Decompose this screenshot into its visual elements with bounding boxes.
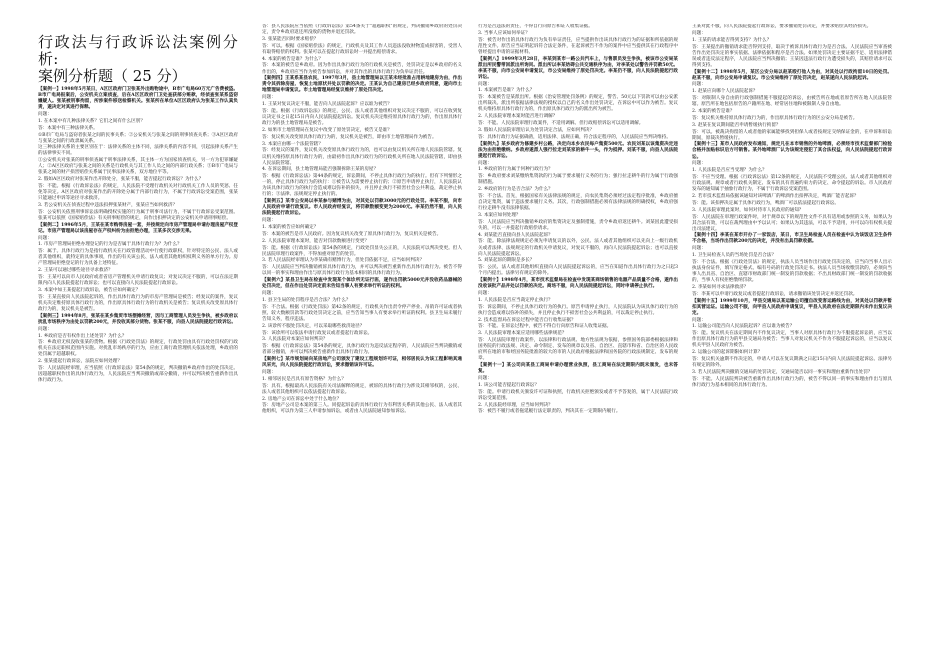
question-paragraph: 1. 人民法院是否应当受理？为什么？ xyxy=(692,168,767,174)
question-paragraph: 1. 相邻居民是否具有原告资格？为什么？ xyxy=(262,376,346,382)
answer-paragraph: 答：不合法。根据《行政处罚法》第42条的规定，行政机关作出责令停产停业、吊销许可证或者执照、较大数额罚款等行政处罚决定之前，应当告知当事人有要求举行听证的权利。县卫生局未履行告知义务，程序违法。 xyxy=(262,304,462,322)
question-paragraph: 2. 人民法院审理本案时能否进行调解？ xyxy=(478,114,558,120)
question-paragraph: 3. 本案应由哪一个法院管辖？ xyxy=(262,141,323,147)
answer-paragraph: 答：房地产公司是本案的第三人。同提起诉讼的具体行政行为有利害关系的其他公民、法人或者其他组织，可以作为第三人申请参加诉讼，或者由人民法院通知参加诉讼。 xyxy=(262,403,462,415)
answer-paragraph: 答：能。根据《行政诉讼法》的规定，公民、法人或者其他组织对复议决定不服的，可以在收到复议决定书之日起15日内向人民法院提起诉讼。复议机关决定维持原具体行政行为的，作出原具体行政行为的县土地管理局是被告。 xyxy=(262,108,462,127)
question-paragraph: 3. 赵某在复议期间能否申请暂缓执行拘留？ xyxy=(692,122,781,128)
answer-paragraph: 答：王某直接向人民法院起诉的，作出具体行政行为的市房产管理局是被告；经复议的案件，复议机关决定维持原具体行政行为的，作出原具体行政行为的行政机关是被告；复议机关改变原具体行政行为的，复议机关是被告。 xyxy=(38,294,238,312)
question-paragraph: 1. 县卫生局的处罚程序是否合法？为什么？ xyxy=(262,297,351,303)
answer-paragraph: 答：被告不履行或者拖延履行法定职责的，判决其在一定期限内履行。 xyxy=(478,409,621,415)
case-heading: 【案例七】某市规划局向某房地产公司颁发了建设工程规划许可证，相邻居民认为该工程影响其通风采光，向人民法院提起行政诉讼，要求撤销该许可证。 xyxy=(262,357,462,369)
answer-paragraph: 答：公安机关依照刑事诉讼法明确授权实施的行为属于刑事司法行为，不属于行政诉讼受案范围。张某可以依照《国家赔偿法》有关刑事赔偿的规定，向作出扣押决定的公安机关申请刑事赔偿。 xyxy=(38,209,238,221)
answer-paragraph: 答：人民法院审理行政案件，以法律和行政法规、地方性法规为依据，参照国务院部委根据法律和国务院的行政法规、决定、命令制定、发布的规章以及省、自治区、直辖市和省、自治区的人民政府所在地的市和经国务院批准的较大的市的人民政府根据法律和国务院的行政法规制定、发布的规章。 xyxy=(478,338,678,362)
answer-paragraph: 答：经复议的案件，复议机关改变原具体行政行为的，也可以由复议机关所在地人民法院管辖。复议机关维持原具体行政行为的，由最初作出具体行政行为的行政机关所在地人民法院管辖，即由县人民法院管辖。 xyxy=(262,148,462,166)
answer-paragraph: 答：可以。根据《国家赔偿法》的规定，行政机关及其工作人员违法没收财物造成损害的，受害人有取得赔偿的权利。张某可以在提起行政诉讼时一并提出赔偿请求。 xyxy=(262,43,462,55)
answer-paragraph: 答：对限制人身自由的行政强制措施不服提起的诉讼，由被告所在地或者原告所在地人民法院管辖。原告所在地包括原告的户籍所在地、经常居住地和被限制人身自由地。 xyxy=(692,96,892,108)
body-paragraph: 问题： xyxy=(262,291,276,297)
question-paragraph: 3. 人民法院审理本案应适用哪些法律规范？ xyxy=(478,331,567,337)
body-paragraph: ①B市广电局与盗窃者张某之间的民事关系；②公安机关与张某之间的刑事侦查关系；③A区区政府与张某之间的行政隶属关系。 xyxy=(38,132,238,144)
document-subtitle: 案例分析题（ 25 分） xyxy=(38,67,187,85)
answer-paragraph: 答：人民法院在审理行政案件时，对于规章以下的规范性文件不具有适用或参照的义务，如果认为其合法有效，可以在裁判理由中予以认可；如果认为其违法，可以不予适用，并可以向有权机关提出司法建议。 xyxy=(692,214,892,232)
body-paragraph: 问题： xyxy=(478,291,492,297)
answer-paragraph: 答：人民法院应当判决撤销乡政府的集资决定及强制措施，责令乡政府返还耕牛。刘某因此遭受损失的，可以一并提起行政赔偿请求。 xyxy=(478,219,678,231)
question-paragraph: 3. 人民法院审理此案时，如何对待市人民政府的通知？ xyxy=(692,207,804,213)
text-column-2 xyxy=(262,24,462,654)
case-heading: 【案例八】1999年3月28日，李某到某市一路公共汽车上，与售票员发生争执，被该市公安局某派出所民警带回派出所询问。派出所以李某妨碍公共交通秩序为由，对李某处以警告并罚款50元。李某不服，向市公安局申请复议，市公安局维持了原处罚决定。李某仍不服，向人民法院提起行政诉讼。 xyxy=(478,56,678,80)
answer-paragraph: 答：复议机关维持原具体行政行为的，作出原具体行政行为的区公安分局是被告。 xyxy=(692,115,858,121)
question-paragraph: 5. 刘某起诉的期限是多长？ xyxy=(478,258,535,264)
body-paragraph: ①公安机关对张某的刑事侦查属于刑事法律关系，其主体一方为国家侦查机关，另一方为犯罪嫌疑人；②A区区政府与张某之间的关系是行政机关与其工作人员之间的内部行政关系；③B市广电局与张某之间的财产损害赔偿关系属于民事法律关系，双方地位平等。 xyxy=(38,158,238,176)
text-column-4 xyxy=(692,24,892,654)
question-paragraph: 4. 刘某能否直接向县人民法院起诉？ xyxy=(478,232,553,238)
answer-paragraph: 答：能。该扣押决定属于具体行政行为，啤酒厂可以依法提起行政诉讼。 xyxy=(692,200,840,206)
question-paragraph: 3. 若公安机关在侦查过程中违法扣押张某财产，张某应当如何救济？ xyxy=(38,203,178,209)
answer-paragraph: 答：不应当受理。根据《行政诉讼法》第12条的规定，人民法院不受理公民、法人或者其他组织对行政法规、规章或者行政机关制定、发布的具有普遍约束力的决定、命令提起的诉讼。市人民政府发布的通知属于抽象行政行为，不属于行政诉讼受案范围。 xyxy=(692,175,892,193)
answer-paragraph: 答：本案被告是某派出所。根据《治安管理处罚条例》的规定，警告、50元以下罚款可以由公安派出所裁决。派出所依据法律法规的授权以自己的名义作出处罚决定，在诉讼中可以作为被告。复议机关维持原具体行政行为的，作出原具体行政行为的派出所为被告。 xyxy=(478,95,678,113)
question-paragraph: 2. 运输公司的起诉期限如何计算？ xyxy=(692,350,763,356)
question-paragraph: 3. 本案应如何处理？ xyxy=(478,212,521,218)
answer-paragraph: 答：能。根据《行政诉讼法》第54条的规定，行政处罚显失公正的，人民法院可以判决变更。但人民法院审理行政案件，不得加重对原告的处罚。 xyxy=(262,245,462,257)
answer-paragraph: 答：复议机关改变原具体行政行为的，复议机关是被告，即由市土地管理局作为被告。 xyxy=(262,134,437,140)
body-paragraph: 问题： xyxy=(38,111,52,117)
answer-paragraph: 答：不能。人民法院审理行政案件，不适用调解。但行政赔偿诉讼可以适用调解。 xyxy=(478,121,644,127)
question-paragraph: 3. 张某能否同时要求赔偿？ xyxy=(262,36,319,42)
body-paragraph: 问题： xyxy=(262,95,276,101)
question-paragraph: 1. 本案的被告应如何确定？ xyxy=(262,225,319,230)
column-body-3 xyxy=(478,24,678,416)
question-paragraph: 2. 该诊所不服处罚决定，可以采取哪些救济途径？ xyxy=(262,323,365,329)
answer-paragraph: 答：根据《行政诉讼法》第44条的规定，诉讼期间，不停止具体行政行为的执行。但有下列情形之一的，停止具体行政行为的执行：①被告认为需要停止执行的；②原告申请停止执行，人民法院认为该具体行政行为的执行会造成难以弥补的损失，并且停止执行不损害社会公共利益，裁定停止执行的；③法律、法规规定停止执行的。 xyxy=(262,174,462,198)
case-heading: 【案例十三】某市人民政府发布通知，规定凡在本市销售的外地啤酒，必须经市技术监督部门检验合格并加贴标识后方可销售。某外地啤酒厂认为该规定侵犯了其合法权益，向人民法院提起行政诉讼。 xyxy=(692,142,892,160)
case-heading: 【案例九】某乡政府为修建乡村公路，决定向本乡农民每户集资500元。农民刘某以该集资决定违法为由拒绝缴纳。乡政府遂派人强行拉走刘某家的耕牛一头，作为抵押。刘某不服，向县人民法院提起行政诉讼。 xyxy=(478,141,678,159)
answer-paragraph: 答：能。除法律法规规定必须先申请复议的以外，公民、法人或者其他组织可以先向上一级行政机关或者法律、法规规定的行政机关申请复议，对复议不服的，再向人民法院提起诉讼；也可以直接向人民法院提起诉讼。 xyxy=(478,239,678,257)
body-paragraph: 问题： xyxy=(692,161,706,167)
question-paragraph: 2. 如果市土地管理局在复议中改变了原处罚决定，被告又是谁？ xyxy=(262,127,392,133)
answer-paragraph: 答：根据《行政诉讼法》第54条的规定，具体行政行为违反法定程序的，人民法院应当判决撤销或者部分撤销，并可以判决被告重新作出具体行政行为。 xyxy=(262,344,462,356)
question-paragraph: 2. 王某可以通过哪些途径寻求救济？ xyxy=(38,268,113,274)
answer-paragraph: 答：能。申请行政机关颁发许可证和执照，行政机关拒绝颁发或者不予答复的，属于人民法院行政诉讼受案范围。 xyxy=(478,389,678,401)
answer-paragraph: 答：该诊所可以依法申请行政复议或者提起行政诉讼。 xyxy=(262,330,373,336)
question-paragraph: 3. 若人民法院经审理认为李某确有赌博行为，但处罚依据不足，应当如何判决？ xyxy=(262,258,425,264)
answer-paragraph: 答：具体行政行为证据确凿，适用法律、法规正确，符合法定程序的，人民法院应当判决维持。 xyxy=(478,134,671,140)
question-paragraph: 3. 若人民法院判决撤销交通局的处罚决定，交通局能否以同一事实和理由重新作出处罚？ xyxy=(692,369,873,375)
case-heading: 【案例十】1998年4月，某市技术监督局在检查中发现某商场销售的电器产品质量不合格，遂作出没收该批产品并处以罚款的决定。商场不服，向人民法院提起诉讼，同时申请停止执行。 xyxy=(478,278,678,290)
question-paragraph: 2. 李某如何寻求法律救济？ xyxy=(692,285,749,290)
body-paragraph: 问题： xyxy=(692,246,706,252)
body-paragraph: 问题： xyxy=(38,326,52,332)
body-paragraph: 问题： xyxy=(478,81,492,87)
question-paragraph: 1. 市房产管理局拒绝办理登记的行为是否属于具体行政行为？为什么？ xyxy=(38,242,182,248)
column-body-1 xyxy=(38,87,238,384)
case-heading: 【案例二】1996年5月，王某在某市购得房屋一套，并按规定向市房产管理局申请办理房屋产权登记。市房产管理局以该房屋存在产权纠纷为由拒绝办理，王某多次交涉无果。 xyxy=(38,222,238,234)
answer-paragraph: 答：具有。根据最高人民法院有关司法解释的规定，被诉的具体行政行为涉及其相邻权的，公民、法人或者其他组织可以依法提起行政诉讼。 xyxy=(262,383,462,395)
answer-paragraph: 答：本案的被告是市人民政府。因为复议机关改变了原具体行政行为，复议机关是被告。 xyxy=(262,231,442,237)
case-heading: 【案例四】王某系某县农民，1997年3月，县土地管理局以王某未经批准占用耕地建房为由，作出责令其拆除房屋、恢复土地原状并处以罚款的决定。王某认为自己建房已经乡政府同意，遂向市土地管理局申请复议。市土地管理局经复议维持了原处罚决定。 xyxy=(262,76,462,94)
question-paragraph: 1. 卫生局检查人员的当场处罚是否合法？ xyxy=(692,253,776,259)
question-paragraph: 2. 本案的被告是谁？ xyxy=(692,108,735,114)
answer-paragraph: 答：本案中有三种法律关系。 xyxy=(38,125,98,131)
answer-paragraph: 答：被告对作出的具体行政行为负有举证责任，应当提供作出该具体行政行为的证据和所依据的规范性文件。原告应当证明起诉符合法定条件，在起诉被告不作为的案件中应当提供其在行政程序中曾经提出申请的证据材料。 xyxy=(478,37,678,55)
document-title: 行政法与行政诉讼法案例分析: xyxy=(38,34,238,68)
answer-paragraph: 答：不合法。根据《行政处罚法》的规定，执法人员当场作出行政处罚决定的，应当向当事人出示执法身份证件，填写预定格式、编有号码的行政处罚决定书。执法人员当场收缴罚款的，必须向当事人出具省、自治区、直辖市财政部门统一制发的罚款收据；不出具财政部门统一制发的罚款收据的，当事人有权拒绝缴纳罚款。 xyxy=(692,260,892,284)
answer-paragraph: 答：诉讼期间，不停止具体行政行为的执行。原告申请停止执行，人民法院认为该具体行政行为的执行会造成难以弥补的损失，并且停止执行不损害社会公共利益的，可以裁定停止执行。 xyxy=(478,304,678,316)
question-paragraph: 4. 在诉讼期间，县土地管理局能否强制拆除王某的房屋？ xyxy=(262,167,379,173)
question-paragraph: 1. 本案被告是谁？为什么？ xyxy=(478,88,535,94)
answer-paragraph: 答：不能。在诉讼过程中，被告不得自行向原告和证人收集证据。 xyxy=(478,324,612,330)
title-block xyxy=(38,34,238,85)
body-paragraph: 行为是否违法的责任，不得自行向原告和证人收集证据。 xyxy=(478,24,593,29)
question-paragraph: 1. 在本案中有几种法律关系？它们之间有什么区别？ xyxy=(38,118,145,124)
question-paragraph: 1. 人民法院是否应当裁定停止执行？ xyxy=(478,297,553,303)
question-paragraph: 3. 当事人应该如何举证？ xyxy=(478,30,530,36)
body-paragraph: 问题： xyxy=(38,235,52,241)
question-paragraph: 2. 人民法院审理本案时，能否对罚款数额进行变更？ xyxy=(262,238,369,244)
case-heading: 【案例十一】某公司向某县工商局申请办理营业执照，县工商局在法定期限内既未颁发，也未答复。 xyxy=(478,363,678,375)
question-paragraph: 3. 人民法院对本案应如何判决？ xyxy=(262,337,328,343)
answer-paragraph: 答：人民法院经审理，应当依照《行政诉讼法》第54条的规定，判决撤销乡政府作出的处罚决定。因超越职权作出的具体行政行为，人民法院应当判决撤销或部分撤销，并可以判决被告重新作出具体行政行为。 xyxy=(38,366,238,384)
body-paragraph: 这三种法律关系的主要区别在于：法律关系的主体不同，法律关系的内容不同，引起法律关系产生的法律事实不同。 xyxy=(38,145,238,157)
question-paragraph: 2. 乡政府的行为是否合法？为什么？ xyxy=(478,187,553,193)
body-paragraph: 问题： xyxy=(692,82,706,88)
answer-paragraph: 答：王某可以向市人民政府或者省房产管理机关申请行政复议；对复议决定不服的，可以在法定期限内向人民法院提起行政诉讼；也可以直接向人民法院提起行政诉讼。 xyxy=(38,275,238,287)
body-paragraph: 问题： xyxy=(262,218,276,224)
answer-paragraph: 答：不能。根据《行政诉讼法》的规定，人民法院不受理行政机关对行政机关工作人员的奖惩、任免等决定。A区区政府对张某作出的开除处分属于内部行政行为，不属于行政诉讼受案范围，张某只能通过申诉等途径寻求救济。 xyxy=(38,184,238,202)
answer-paragraph: 答：县人民法院应当依照《行政诉讼法》第54条关于"超越职权"的规定，判决撤销乡政府的处罚决定，责令乡政府返还所没收的货物并退还罚款。 xyxy=(262,24,462,36)
answer-paragraph: 答：属于。具体行政行为是指行政机关在行政管理活动中行使行政职权，针对特定的公民、法人或者其他组织，就特定的具体事项，作出的有关该公民、法人或者其他组织权利义务的单方行为。房产管理局拒绝登记的行为具备上述特征。 xyxy=(38,249,238,267)
case-heading: 【案例十二】1998年5月，某区公安分局以赵某殴打他人为由，对其处以行政拘留10日的处罚。赵某不服，向市公安局申请复议。市公安局维持了原处罚决定，赵某遂向人民法院起诉。 xyxy=(692,69,892,81)
question-paragraph: 1. 乡政府的行为属于何种行政行为？ xyxy=(478,167,553,173)
answer-paragraph: 答：复议机关逾期不作决定的，申请人可以在复议期满之日起15日内向人民法院提起诉讼。法律另有规定的除外。 xyxy=(692,357,892,369)
question-paragraph: 1. 该公司能否提起行政诉讼？ xyxy=(478,382,539,388)
answer-paragraph: 答：能。复议机关在法定期间内不作复议决定，当事人对原具体行政行为不服提起诉讼的，应当以作出原具体行政行为的甲县交通局为被告；当事人对复议机关不作为不服提起诉讼的，应当以复议机关甲县人民政府为被告。 xyxy=(692,331,892,349)
case-heading: 【案例十四】李某在某市开办了一家饭店，某日，市卫生局检查人员在检查中认为该饭店卫生条件不合格，当场作出罚款200元的决定，并没有出具罚款收据。 xyxy=(692,233,892,245)
body-paragraph: 问题： xyxy=(262,369,276,375)
question-paragraph: 2. 技术监督局在诉讼过程中能否自行收集证据？ xyxy=(478,317,576,323)
question-paragraph: 2. 张某提起行政诉讼，法院应如何处理？ xyxy=(38,359,122,365)
answer-paragraph: 答：乡政府要求刘某缴纳集资款的行为属于要求履行义务的行为；强行拉走耕牛的行为属于行政强制措施。 xyxy=(478,174,678,186)
body-paragraph: 王某对此不服，向人民法院提起行政诉讼，要求撤销处罚决定，并要求赔偿其经济损失。 xyxy=(692,24,872,29)
body-paragraph: 问题： xyxy=(478,376,492,382)
question-paragraph: 2. 若市技术监督局依据该通知对该啤酒厂的啤酒作出扣押决定，啤酒厂能否起诉？ xyxy=(692,193,859,199)
case-heading: 【案例十五】1999年10月，甲县交通局以某运输公司擅自改变客运路线为由，对其处以罚款并暂扣其营运证。运输公司不服，向甲县人民政府申请复议，甲县人民政府在法定期限内未作出复议决定。 xyxy=(692,298,892,316)
case-heading: 【案例三】1994年8月，张某在某乡集贸市场摆摊经营，因与工商管理人员发生争执，被乡政府以扰乱市场秩序为由处以罚款200元，并没收其部分货物。张某不服，向县人民法院提起行政诉讼。 xyxy=(38,313,238,325)
case-heading: 【案例一】1998年5月某日，A区区政府门卫张某外出购物途中，B市广电局60万元广告费被盗。B市广电局报案后，公安机关立案侦查，后在A区区政府门卫处查获部分赃款，经侦查张某系盗窃嫌疑人。张某被刑事拘留，所涉案件移送检察机关。张某所在单位A区区政府认为张某工作认真负责，遂决定对其进行保释。 xyxy=(38,87,238,111)
answer-paragraph: 答：乡政府无权没收张某的货物。根据《行政处罚法》的规定，行政处罚由具有行政处罚权的行政机关在法定职权范围内实施。对扰乱市场秩序的行为，应由工商行政管理机关依法处理，乡政府的处罚属于超越职权。 xyxy=(38,340,238,358)
body-paragraph: 问题： xyxy=(692,317,706,323)
body-paragraph: 问题： xyxy=(692,30,706,36)
question-paragraph: 1. 王某的请求能否得到支持？为什么？ xyxy=(692,37,772,43)
column-body-2 xyxy=(262,24,462,416)
question-paragraph: 4. 本案的被告是谁？为什么？ xyxy=(262,56,323,62)
question-paragraph: 2. 房地产公司在诉讼中处于什么地位？ xyxy=(262,396,342,402)
answer-paragraph: 答：不能。人民法院判决被告重新作出具体行政行为的，被告不得以同一的事实和理由作出与原具体行政行为基本相同的具体行政行为。 xyxy=(692,376,892,388)
question-paragraph: 2. 假如A区区政府对张某作出开除处分，张某不服，能否提起行政诉讼？为什么？ xyxy=(38,177,204,183)
question-paragraph: 1. 运输公司能否向人民法院起诉？应以谁为被告？ xyxy=(692,324,795,330)
question-paragraph: 1. 赵某应向哪个人民法院起诉？ xyxy=(692,89,758,95)
answer-paragraph: 答：人民法院应当判决撤销被诉具体行政行为，并可以判决被告重新作出具体行政行为。被告不得以同一的事实和理由作出与原具体行政行为基本相同的具体行政行为。 xyxy=(262,265,462,277)
answer-paragraph: 答：王某提出的撤销请求能否得到支持，取决于被诉具体行政行为是否合法。人民法院应当审查被告作出处罚决定的事实依据、法律依据和程序是否合法。如果处罚决定主要证据不足、适用法律错误或者违反法定程序，人民法院应当判决撤销；王某因违法行政行为遭受损失的，其赔偿请求可以得到支持。 xyxy=(692,44,892,68)
answer-paragraph: 答：可以。被裁决拘留的人或者他的家属能够找到担保人或者按规定交纳保证金的，在申诉和诉讼期间，原裁决暂缓执行。 xyxy=(692,129,892,141)
case-heading: 【案例五】某市公安局以李某参与赌博为由，对其处以罚款3000元的行政处罚。李某不服，向市人民政府申请行政复议。市人民政府经复议，将罚款数额变更为2000元。李某仍然不服，向人民法院提起行政诉讼。 xyxy=(262,199,462,217)
question-paragraph: 3. 假如人民法院审理后认为处罚决定合法，应如何判决？ xyxy=(478,127,595,133)
question-paragraph: 2. 人民法院经审理，应当如何判决？ xyxy=(478,402,553,408)
text-column-3 xyxy=(478,24,678,654)
text-column-1 xyxy=(38,34,238,664)
column-body-4 xyxy=(692,24,892,389)
question-paragraph: 1. 王某对复议决定不服，能否向人民法院起诉？应以谁为被告？ xyxy=(262,102,392,108)
answer-paragraph: 答：本案的被告是乡政府。因为作出具体行政行为的行政机关是被告，处罚决定是以乡政府的名义作出的，乡政府应当作为被告参加诉讼，并对其作出的具体行政行为负举证责任。 xyxy=(262,63,462,75)
answer-paragraph: 答：不合法。首先，根据国家有关法律法规的规定，向农民集资必须经过法定程序批准，乡政府擅自决定集资，属于违法要求履行义务。其次，行政强制措施必须有法律法规的明确授权，乡政府强行拉走耕牛没有法律依据。 xyxy=(478,193,678,212)
answer-paragraph: 答：李某可以申请行政复议或者提起行政诉讼，请求撤销该处罚决定并返还罚款。 xyxy=(692,291,858,297)
body-paragraph: 问题： xyxy=(478,160,492,166)
question-paragraph: 3. 本案中如王某提起行政诉讼，被告应如何确定？ xyxy=(38,288,141,293)
question-paragraph: 1. 乡政府是否有权作出上述处罚？为什么？ xyxy=(38,333,127,339)
case-heading: 【案例六】某县卫生局在检查中发现某个体诊所无证行医，遂作出罚款5000元并没收药品器械的处罚决定，但在作出处罚决定前未告知当事人有要求举行听证的权利。 xyxy=(262,278,462,290)
answer-paragraph: 答：公民、法人或者其他组织直接向人民法院提起诉讼的，应当在知道作出具体行政行为之日起3个月内提出。法律另有规定的除外。 xyxy=(478,265,678,277)
